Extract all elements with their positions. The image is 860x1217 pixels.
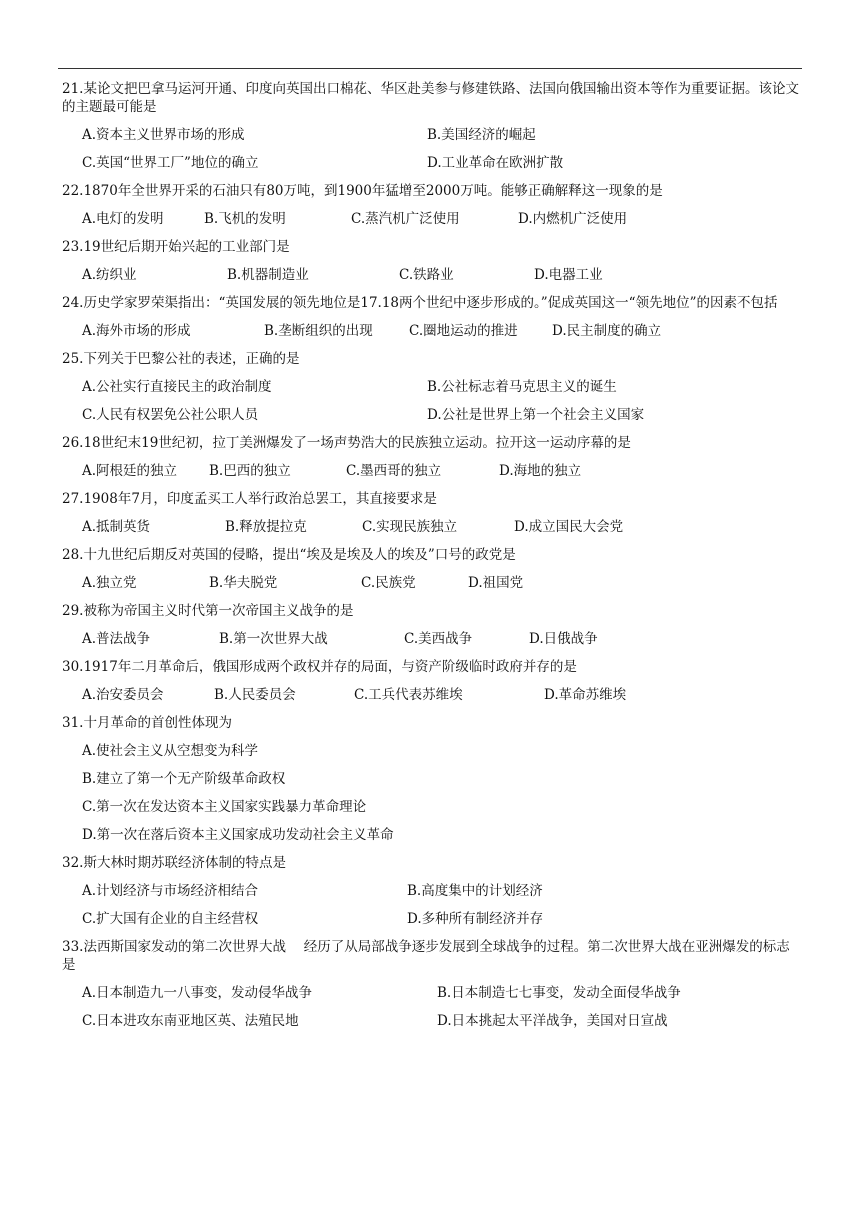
- options-row: [82, 630, 802, 648]
- question-stem: 30.1917年二月革命后，俄国形成两个政权并存的局面，与资产阶级临时政府并存的是: [62, 659, 577, 675]
- option-c: C.扩大国有企业的自主经营权: [82, 911, 259, 927]
- options-row: [82, 266, 802, 284]
- option-c: C.铁路业: [399, 267, 454, 283]
- option-b: B.日本制造七七事变，发动全面侵华战争: [437, 985, 681, 1001]
- option-d: D.成立国民大会党: [514, 519, 624, 535]
- question-23: [62, 238, 802, 284]
- option-a: A.公社实行直接民主的政治制度: [82, 379, 272, 395]
- question-stem: 26.18世纪末19世纪初，拉丁美洲爆发了一场声势浩大的民族独立运动。拉开这一运动序幕的是: [62, 435, 631, 451]
- option-b: B.公社标志着马克思主义的诞生: [427, 379, 617, 395]
- option-c: C.日本进攻东南亚地区英、法殖民地: [82, 1013, 299, 1029]
- option-c: C.美西战争: [404, 631, 473, 647]
- question-stem: 27.1908年7月，印度孟买工人举行政治总罢工，其直接要求是: [62, 491, 437, 507]
- option-a: A.阿根廷的独立: [82, 463, 178, 479]
- option-c: C.墨西哥的独立: [346, 463, 442, 479]
- options-row: [82, 406, 802, 424]
- question-24: [62, 294, 802, 340]
- option-a: A.电灯的发明: [82, 211, 164, 227]
- options-row: [82, 322, 802, 340]
- option-b: B.飞机的发明: [204, 211, 286, 227]
- option-a: A.计划经济与市场经济相结合: [82, 883, 259, 899]
- question-stem: 23.19世纪后期开始兴起的工业部门是: [62, 239, 290, 255]
- options-row: [82, 882, 802, 900]
- option-b: B.人民委员会: [214, 687, 296, 703]
- question-28: [62, 546, 802, 592]
- option-b: B.释放提拉克: [225, 519, 307, 535]
- question-22: [62, 182, 802, 228]
- question-31: [62, 714, 802, 844]
- option-c: C.工兵代表苏维埃: [354, 687, 463, 703]
- question-stem: 29.被称为帝国主义时代第一次帝国主义战争的是: [62, 603, 354, 619]
- options-column: [82, 742, 802, 844]
- option-c: C.实现民族独立: [362, 519, 458, 535]
- question-30: [62, 658, 802, 704]
- option-d: D.日俄战争: [529, 631, 598, 647]
- option-a: A.独立党: [82, 575, 137, 591]
- question-33: [62, 938, 802, 1030]
- option-d: D.多种所有制经济并存: [407, 911, 544, 927]
- question-25: [62, 350, 802, 424]
- options-row: [82, 1012, 802, 1030]
- option-b: B.垄断组织的出现: [264, 323, 373, 339]
- option-d: D.革命苏维埃: [544, 687, 627, 703]
- option-a: A.纺织业: [82, 267, 137, 283]
- option-a: A.使社会主义从空想变为科学: [82, 743, 259, 759]
- question-stem: 21.某论文把巴拿马运河开通、印度向英国出口棉花、华区赴美参与修建铁路、法国向俄国输出资本等作为重要证据。该论文的主题最可能是: [62, 81, 799, 115]
- option-d: D.公社是世界上第一个社会主义国家: [427, 407, 645, 423]
- question-stem: 25.下列关于巴黎公社的表述，正确的是: [62, 351, 300, 367]
- options-row: [82, 686, 802, 704]
- option-c: C.蒸汽机广泛使用: [351, 211, 460, 227]
- option-b: B.华夫脱党: [209, 575, 278, 591]
- option-b: B.建立了第一个无产阶级革命政权: [82, 771, 286, 787]
- question-26: [62, 434, 802, 480]
- options-row: [82, 574, 802, 592]
- option-d: D.海地的独立: [499, 463, 582, 479]
- question-stem: 33.法西斯国家发动的第二次世界大战 经历了从局部战争逐步发展到全球战争的过程。第二次世界大战在亚洲爆发的标志是: [62, 939, 790, 973]
- question-stem: 22.1870年全世界开采的石油只有80万吨，到1900年猛增至2000万吨。能够正确解释这一现象的是: [62, 183, 663, 199]
- question-29: [62, 602, 802, 648]
- option-d: D.民主制度的确立: [552, 323, 662, 339]
- header-rule: [58, 68, 802, 69]
- question-stem: 31.十月革命的首创性体现为: [62, 715, 232, 731]
- option-d: D.电器工业: [534, 267, 603, 283]
- option-c: C.人民有权罢免公社公职人员: [82, 407, 259, 423]
- option-c: C.圈地运动的推进: [409, 323, 518, 339]
- option-b: B.高度集中的计划经济: [407, 883, 543, 899]
- question-27: [62, 490, 802, 536]
- options-row: [82, 910, 802, 928]
- option-c: C.民族党: [361, 575, 416, 591]
- options-row: [82, 378, 802, 396]
- option-a: A.抵制英货: [82, 519, 151, 535]
- option-d: D.祖国党: [468, 575, 524, 591]
- options-row: [82, 126, 802, 144]
- option-a: A.资本主义世界市场的形成: [82, 127, 245, 143]
- option-c: C.英国“世界工厂”地位的确立: [82, 155, 259, 171]
- option-a: A.日本制造九一八事变，发动侵华战争: [82, 985, 313, 1001]
- option-a: A.普法战争: [82, 631, 151, 647]
- question-32: [62, 854, 802, 928]
- exam-page: [62, 80, 802, 1040]
- option-b: B.机器制造业: [227, 267, 309, 283]
- option-a: A.海外市场的形成: [82, 323, 191, 339]
- option-d: D.第一次在落后资本主义国家成功发动社会主义革命: [82, 827, 394, 843]
- option-b: B.第一次世界大战: [219, 631, 328, 647]
- option-d: D.内燃机广泛使用: [518, 211, 628, 227]
- question-stem: 24.历史学家罗荣渠指出：“英国发展的领先地位是17.18两个世纪中逐步形成的。”促成英国这一“领先地位”的因素不包括: [62, 295, 778, 311]
- option-d: D.日本挑起太平洋战争，美国对日宣战: [437, 1013, 668, 1029]
- option-b: B.巴西的独立: [209, 463, 291, 479]
- options-row: [82, 984, 802, 1002]
- options-row: [82, 154, 802, 172]
- option-a: A.治安委员会: [82, 687, 164, 703]
- options-row: [82, 518, 802, 536]
- option-c: C.第一次在发达资本主义国家实践暴力革命理论: [82, 799, 367, 815]
- option-b: B.美国经济的崛起: [427, 127, 536, 143]
- question-stem: 28.十九世纪后期反对英国的侵略，提出“埃及是埃及人的埃及”口号的政党是: [62, 547, 516, 563]
- question-21: [62, 80, 802, 172]
- option-d: D.工业革命在欧洲扩散: [427, 155, 564, 171]
- options-row: [82, 462, 802, 480]
- options-row: [82, 210, 802, 228]
- question-stem: 32.斯大林时期苏联经济体制的特点是: [62, 855, 286, 871]
